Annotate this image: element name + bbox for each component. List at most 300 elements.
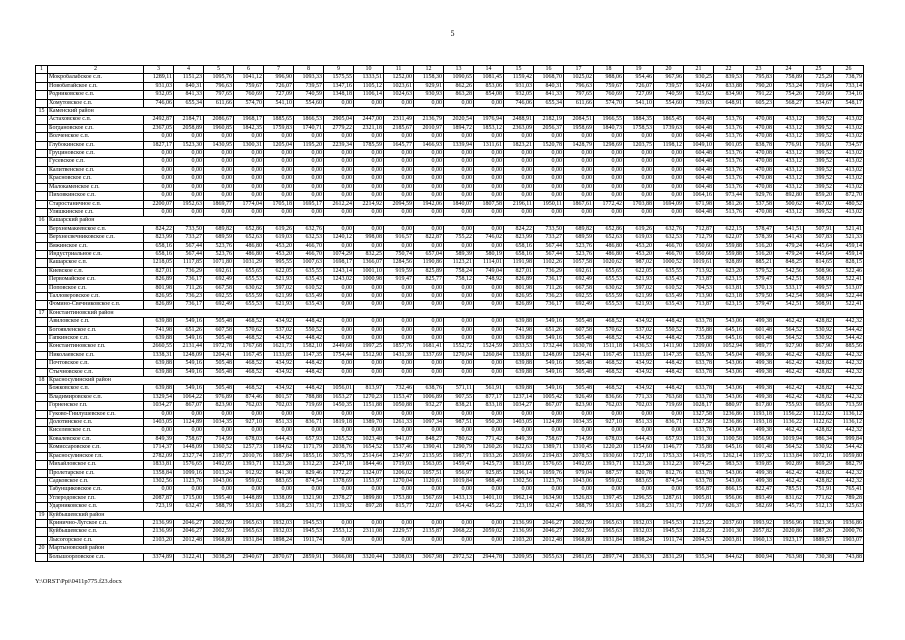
value-cell: 736,29 — [534, 267, 564, 275]
value-cell: 522,41 — [834, 276, 864, 284]
table-row — [36, 166, 864, 174]
table-row — [36, 259, 864, 267]
value-cell: 0,00 — [324, 427, 354, 435]
value-cell: 0,00 — [174, 150, 204, 158]
value-cell: 1298,69 — [594, 141, 624, 149]
value-cell: 1321,90 — [294, 494, 324, 502]
value-cell: 635,43 — [654, 301, 684, 309]
value-cell: 1931,84 — [594, 536, 624, 544]
value-cell: 549,16 — [534, 318, 564, 326]
value-cell: 433,12 — [774, 183, 804, 191]
value-cell: 2135,87 — [414, 528, 444, 536]
value-cell: 2247,18 — [324, 461, 354, 469]
value-cell: 2056,37 — [534, 124, 564, 132]
value-cell: 1968,17 — [234, 116, 264, 124]
value-cell: 633,78 — [684, 368, 714, 376]
value-cell: 551,83 — [234, 503, 264, 511]
value-cell: 505,48 — [564, 335, 594, 343]
value-cell: 0,00 — [324, 301, 354, 309]
table-row — [36, 234, 864, 242]
value-cell: 567,44 — [534, 242, 564, 250]
value-cell: 639,88 — [504, 385, 534, 393]
value-cell: 0,00 — [534, 192, 564, 200]
value-cell: 0,00 — [204, 410, 234, 418]
value-cell: 1013,24 — [204, 469, 234, 477]
value-cell: 0,00 — [384, 427, 414, 435]
value-cell: 1324,07 — [354, 469, 384, 477]
value-cell: 1865,45 — [654, 116, 684, 124]
value-cell: 1958,69 — [564, 124, 594, 132]
value-cell: 651,26 — [534, 326, 564, 334]
value-cell: 505,48 — [564, 368, 594, 376]
value-cell: 983,53 — [714, 461, 744, 469]
value-cell: 826,95 — [144, 292, 174, 300]
value-cell: 0,00 — [234, 158, 264, 166]
value-cell: 1311,61 — [474, 141, 504, 149]
value-cell: 0,00 — [384, 225, 414, 233]
value-cell: 3208,03 — [384, 553, 414, 561]
value-cell: 0,00 — [594, 150, 624, 158]
value-cell: 927,90 — [774, 343, 804, 351]
value-cell: 428,82 — [804, 469, 834, 477]
value-cell: 468,52 — [594, 335, 624, 343]
value-cell: 795,83 — [744, 74, 774, 82]
value-cell: 2239,34 — [324, 141, 354, 149]
value-cell: 548,17 — [834, 99, 864, 107]
value-cell: 1930,60 — [594, 452, 624, 460]
value-cell: 824,22 — [144, 225, 174, 233]
value-cell: 1327,58 — [684, 410, 714, 418]
value-cell: 537,02 — [624, 326, 654, 334]
value-cell: 530,92 — [804, 326, 834, 334]
value-cell: 0,00 — [174, 410, 204, 418]
value-cell: 0,00 — [294, 192, 324, 200]
row-number-cell — [36, 461, 48, 469]
value-cell: 0,00 — [354, 208, 384, 216]
value-cell: 1059,76 — [534, 469, 564, 477]
value-cell: 2020,54 — [444, 116, 474, 124]
value-cell: 0,00 — [444, 335, 474, 343]
value-cell: 1719,03 — [384, 461, 414, 469]
value-cell: 1960,13 — [744, 536, 774, 544]
value-cell: 645,16 — [714, 335, 744, 343]
table-row — [36, 326, 864, 334]
value-cell: 2046,27 — [534, 519, 564, 527]
value-cell: 746,02 — [474, 234, 504, 242]
settlement-name-cell: Долотинское с.п. — [48, 419, 144, 427]
column-number-cell: 18 — [594, 66, 624, 74]
value-cell: 736,17 — [174, 276, 204, 284]
row-number-cell — [36, 158, 48, 166]
value-cell: 1767,68 — [234, 343, 264, 351]
value-cell: 470,08 — [744, 116, 774, 124]
value-cell: 0,00 — [324, 158, 354, 166]
value-cell: 604,48 — [684, 175, 714, 183]
value-cell: 0,00 — [204, 208, 234, 216]
row-number-cell — [36, 116, 48, 124]
value-cell: 468,52 — [234, 360, 264, 368]
district-name: Каменский район — [48, 108, 864, 116]
value-cell: 1195,20 — [294, 141, 324, 149]
value-cell: 1153,47 — [384, 393, 414, 401]
value-cell: 1425,73 — [474, 461, 504, 469]
value-cell: 1000,98 — [354, 276, 384, 284]
settlement-name-cell: Николаевское с.п. — [48, 351, 144, 359]
value-cell: 1006,89 — [414, 393, 444, 401]
value-cell: 1411,90 — [654, 343, 684, 351]
value-cell: 0,00 — [354, 335, 384, 343]
column-number-cell: 21 — [684, 66, 714, 74]
value-cell: 499,38 — [744, 368, 774, 376]
value-cell: 0,00 — [474, 335, 504, 343]
value-cell: 1167,45 — [234, 351, 264, 359]
value-cell: 1159,42 — [504, 74, 534, 82]
value-cell: 442,32 — [834, 360, 864, 368]
value-cell: 1151,88 — [354, 402, 384, 410]
value-cell: 544,42 — [834, 335, 864, 343]
value-cell: 578,39 — [744, 234, 774, 242]
value-cell: 1323,28 — [264, 461, 294, 469]
value-cell: 1327,58 — [684, 419, 714, 427]
value-cell: 0,00 — [144, 150, 174, 158]
district-name: Красносулинский район — [48, 377, 864, 385]
value-cell: 733,27 — [534, 234, 564, 242]
value-cell: 2187,77 — [204, 452, 234, 460]
value-cell: 2078,53 — [564, 452, 594, 460]
value-cell: 788,88 — [294, 393, 324, 401]
table-row — [36, 158, 864, 166]
row-number-cell — [36, 292, 48, 300]
value-cell: 513,76 — [714, 116, 744, 124]
value-cell: 1290,79 — [444, 444, 474, 452]
table-row — [36, 74, 864, 82]
value-cell: 755,22 — [444, 234, 474, 242]
value-cell: 919,59 — [384, 267, 414, 275]
value-cell: 0,00 — [414, 99, 444, 107]
value-cell: 542,51 — [774, 301, 804, 309]
value-cell: 1956,96 — [774, 519, 804, 527]
value-cell: 654,42 — [444, 503, 474, 511]
value-cell: 725,29 — [804, 74, 834, 82]
value-cell: 1715,00 — [174, 494, 204, 502]
value-cell: 621,99 — [264, 292, 294, 300]
value-cell: 644,43 — [264, 435, 294, 443]
value-cell: 817,80 — [744, 402, 774, 410]
value-cell: 1025,02 — [564, 74, 594, 82]
value-cell: 1448,89 — [234, 494, 264, 502]
value-cell: 1634,90 — [534, 494, 564, 502]
value-cell: 1511,18 — [594, 343, 624, 351]
value-cell: 0,00 — [234, 427, 264, 435]
table-row — [36, 250, 864, 258]
value-cell: 568,27 — [774, 99, 804, 107]
value-cell: 2136,99 — [144, 519, 174, 527]
value-cell: 840,31 — [174, 82, 204, 90]
column-number-cell: 17 — [564, 66, 594, 74]
value-cell: 2782,09 — [144, 452, 174, 460]
value-cell: 486,80 — [594, 250, 624, 258]
value-cell: 2020,86 — [774, 528, 804, 536]
value-cell: 639,88 — [144, 368, 174, 376]
value-cell: 518,23 — [624, 503, 654, 511]
value-cell: 601,48 — [744, 335, 774, 343]
value-cell: 0,00 — [534, 427, 564, 435]
value-cell: 2870,67 — [264, 553, 294, 561]
value-cell: 607,58 — [204, 326, 234, 334]
table-row — [36, 91, 864, 99]
value-cell: 434,92 — [624, 360, 654, 368]
value-cell: 0,00 — [444, 166, 474, 174]
value-cell: 499,36 — [744, 351, 774, 359]
value-cell: 726,07 — [624, 82, 654, 90]
value-cell: 550,52 — [654, 326, 684, 334]
value-cell: 604,48 — [684, 183, 714, 191]
column-number-cell: 7 — [264, 66, 294, 74]
value-cell: 1942,06 — [414, 200, 444, 208]
value-cell: 823,90 — [564, 402, 594, 410]
value-cell: 1270,04 — [384, 477, 414, 485]
value-cell: 1333,51 — [354, 74, 384, 82]
value-cell: 434,92 — [264, 360, 294, 368]
value-cell: 1034,27 — [504, 402, 534, 410]
value-cell: 448,42 — [294, 335, 324, 343]
column-number-cell: 22 — [714, 66, 744, 74]
value-cell: 434,92 — [264, 335, 294, 343]
value-cell: 883,65 — [624, 477, 654, 485]
settlement-name-cell: Лысогорское с.п. — [48, 536, 144, 544]
value-cell: 0,00 — [594, 166, 624, 174]
value-cell: 1758,53 — [624, 124, 654, 132]
value-cell: 2084,51 — [564, 116, 594, 124]
value-cell: 2136,79 — [414, 116, 444, 124]
value-cell: 1020,62 — [594, 259, 624, 267]
value-cell: 453,20 — [264, 250, 294, 258]
value-cell: 657,93 — [654, 435, 684, 443]
value-cell: 633,78 — [684, 360, 714, 368]
value-cell: 1289,11 — [144, 74, 174, 82]
value-cell: 522,41 — [834, 301, 864, 309]
value-cell: 1936,86 — [834, 519, 864, 527]
value-cell: 413,02 — [834, 116, 864, 124]
value-cell: 564,52 — [774, 444, 804, 452]
value-cell: 0,00 — [594, 183, 624, 191]
value-cell: 848,25 — [774, 259, 804, 267]
value-cell: 0,00 — [294, 133, 324, 141]
value-cell: 0,00 — [234, 486, 264, 494]
value-cell: 859,20 — [804, 192, 834, 200]
value-cell: 692,61 — [564, 267, 594, 275]
value-cell: 0,00 — [204, 158, 234, 166]
value-cell: 1191,30 — [684, 435, 714, 443]
value-cell: 1968,80 — [204, 536, 234, 544]
value-cell: 549,16 — [174, 360, 204, 368]
value-cell: 0,00 — [624, 175, 654, 183]
value-cell: 2002,59 — [564, 528, 594, 536]
value-cell: 1102,26 — [534, 259, 564, 267]
value-cell: 736,17 — [534, 276, 564, 284]
value-cell: 0,00 — [654, 133, 684, 141]
value-cell: 1987,71 — [444, 452, 474, 460]
value-cell: 0,00 — [594, 410, 624, 418]
value-cell: 0,00 — [384, 150, 414, 158]
value-cell: 0,00 — [594, 486, 624, 494]
value-cell: 0,00 — [564, 175, 594, 183]
value-cell: 826,89 — [504, 276, 534, 284]
value-cell: 1136,22 — [774, 419, 804, 427]
value-cell: 988,06 — [594, 74, 624, 82]
value-cell: 1681,41 — [414, 343, 444, 351]
value-cell: 462,42 — [774, 477, 804, 485]
value-cell: 1887,84 — [264, 452, 294, 460]
value-cell: 826,89 — [144, 276, 174, 284]
value-cell: 0,00 — [384, 208, 414, 216]
value-cell: 1894,72 — [444, 124, 474, 132]
value-cell: 0,00 — [354, 192, 384, 200]
value-cell: 2012,48 — [174, 536, 204, 544]
value-cell: 1807,58 — [474, 200, 504, 208]
value-cell: 0,00 — [354, 326, 384, 334]
value-cell: 956,87 — [684, 486, 714, 494]
value-cell: 740,59 — [294, 91, 324, 99]
value-cell: 1237,14 — [504, 393, 534, 401]
value-cell: 692,49 — [564, 301, 594, 309]
table-row — [36, 402, 864, 410]
district-number: 18 — [36, 377, 48, 385]
value-cell: 1133,84 — [774, 452, 804, 460]
value-cell: 0,00 — [414, 150, 444, 158]
value-cell: 442,32 — [834, 427, 864, 435]
value-cell: 1193,18 — [744, 410, 774, 418]
value-cell: 2033,53 — [504, 343, 534, 351]
value-cell: 1576,65 — [174, 461, 204, 469]
value-cell: 848,27 — [414, 435, 444, 443]
value-cell: 399,52 — [804, 175, 834, 183]
value-cell: 448,42 — [294, 318, 324, 326]
value-cell: 2103,20 — [504, 536, 534, 544]
value-cell: 1466,93 — [414, 141, 444, 149]
column-number-cell: 24 — [774, 66, 804, 74]
settlement-name-cell: Волченское с.п. — [48, 133, 144, 141]
value-cell: 727,09 — [264, 91, 294, 99]
value-cell: 613,81 — [714, 284, 744, 292]
value-cell: 537,58 — [744, 200, 774, 208]
value-cell: 1537,46 — [384, 444, 414, 452]
value-cell: 486,80 — [234, 250, 264, 258]
value-cell: 499,57 — [804, 284, 834, 292]
table-row — [36, 267, 864, 275]
value-cell: 1552,72 — [444, 343, 474, 351]
value-cell: 2859,91 — [294, 553, 324, 561]
settlement-name-cell: Гапкинское с.п. — [48, 335, 144, 343]
value-cell: 505,48 — [204, 335, 234, 343]
value-cell: 1099,16 — [174, 469, 204, 477]
value-cell: 1203,75 — [624, 141, 654, 149]
value-cell: 0,00 — [354, 292, 384, 300]
value-cell: 549,16 — [534, 385, 564, 393]
value-cell: 1019,84 — [444, 477, 474, 485]
value-cell: 1431,39 — [384, 351, 414, 359]
row-number-cell — [36, 402, 48, 410]
value-cell: 735,88 — [684, 326, 714, 334]
value-cell: 1630,78 — [564, 343, 594, 351]
row-number-cell — [36, 419, 48, 427]
value-cell: 1931,84 — [234, 536, 264, 544]
value-cell: 2972,52 — [444, 553, 474, 561]
value-cell: 1296,14 — [504, 469, 534, 477]
value-cell: 1034,35 — [204, 419, 234, 427]
value-cell: 1287,61 — [654, 494, 684, 502]
value-cell: 750,74 — [384, 250, 414, 258]
value-cell: 771,33 — [624, 393, 654, 401]
table-row — [36, 301, 864, 309]
value-cell: 0,00 — [354, 410, 384, 418]
value-cell: 0,00 — [384, 335, 414, 343]
value-cell: 801,98 — [504, 284, 534, 292]
value-cell: 468,52 — [234, 385, 264, 393]
value-cell: 399,52 — [804, 208, 834, 216]
value-cell: 0,00 — [474, 292, 504, 300]
value-cell: 1074,29 — [324, 250, 354, 258]
value-cell: 719,69 — [654, 402, 684, 410]
district-name: Кашарский район — [48, 217, 864, 225]
value-cell: 723,19 — [504, 503, 534, 511]
value-cell: 853,06 — [474, 82, 504, 90]
value-cell: 702,03 — [264, 402, 294, 410]
value-cell: 545,04 — [714, 351, 744, 359]
value-cell: 869,29 — [804, 461, 834, 469]
settlement-name-cell: Табунщиковское с.п. — [48, 486, 144, 494]
value-cell: 928,89 — [714, 259, 744, 267]
value-cell: 1899,80 — [354, 494, 384, 502]
value-cell: 0,00 — [384, 519, 414, 527]
value-cell: 723,19 — [144, 503, 174, 511]
value-cell: 0,00 — [384, 368, 414, 376]
column-number-cell: 12 — [414, 66, 444, 74]
value-cell: 941,07 — [384, 435, 414, 443]
value-cell: 1563,05 — [414, 461, 444, 469]
value-cell: 0,00 — [504, 133, 534, 141]
value-cell: 604,48 — [684, 158, 714, 166]
settlement-name-cell: Гусевское с.п. — [48, 158, 144, 166]
table-row — [36, 528, 864, 536]
district-name: Мартыновский район — [48, 545, 864, 553]
value-cell: 967,96 — [654, 74, 684, 82]
district-row — [36, 377, 864, 385]
page-number: 5 — [450, 29, 455, 38]
value-cell: 604,48 — [684, 116, 714, 124]
value-cell: 0,00 — [324, 225, 354, 233]
value-cell: 0,00 — [354, 99, 384, 107]
value-cell: 413,02 — [834, 175, 864, 183]
value-cell: 0,00 — [444, 486, 474, 494]
value-cell: 0,00 — [504, 166, 534, 174]
value-cell: 863,28 — [444, 91, 474, 99]
value-cell: 2660,55 — [144, 343, 174, 351]
value-cell: 1323,28 — [624, 461, 654, 469]
column-number-cell: 5 — [204, 66, 234, 74]
value-cell: 499,38 — [744, 385, 774, 393]
value-cell: 825,77 — [414, 276, 444, 284]
value-cell: 739,57 — [654, 82, 684, 90]
value-cell: 639,88 — [504, 368, 534, 376]
value-cell: 1358,84 — [144, 469, 174, 477]
value-cell: 428,82 — [804, 385, 834, 393]
value-cell: 499,38 — [744, 477, 774, 485]
value-cell: 1448,09 — [174, 444, 204, 452]
value-cell: 0,00 — [294, 158, 324, 166]
value-cell: 619,03 — [264, 234, 294, 242]
value-cell: 0,00 — [384, 318, 414, 326]
